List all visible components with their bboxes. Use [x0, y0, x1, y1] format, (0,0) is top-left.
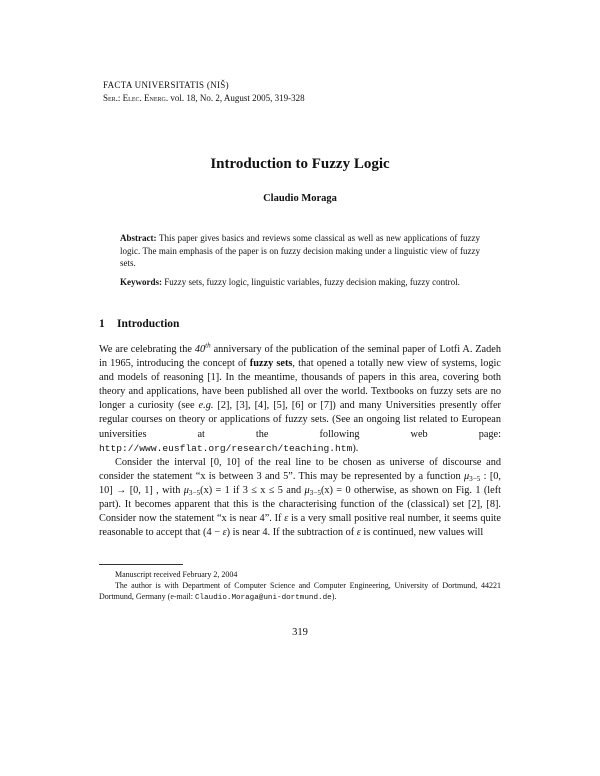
page-number: 319: [292, 627, 308, 638]
paragraph-2: [99, 456, 501, 541]
paper-author: Claudio Moraga: [263, 193, 337, 204]
section-heading: [99, 318, 179, 330]
series-prefix: Ser.: Elec. Energ.: [103, 93, 169, 103]
text-run: : [0, 10] → [0, 1] , with: [99, 470, 501, 496]
math-mu: μ: [304, 484, 310, 496]
text-run: is a very small positive real number, it seems quite reasonable to accept that (4 −: [99, 513, 501, 539]
text-run: ).: [331, 592, 337, 601]
text-run: , that opened a totally new view of systems, logic and models of reasoning [1]. In the meantime, thousands of papers in this area, covering both theory and applications, have been published all over the world. Textbooks on fuzzy sets are no longer a curiosity (see: [99, 358, 501, 412]
paragraph-1: [99, 343, 501, 456]
paper-title: Introduction to Fuzzy Logic: [210, 156, 390, 172]
text-run: ).: [352, 442, 359, 454]
email-link[interactable]: Claudio.Moraga@uni-dortmund.de: [194, 594, 332, 602]
footnote-received: Manuscript received February 2, 2004: [115, 570, 238, 579]
math-subscript: 3−5: [309, 488, 321, 497]
body-text: [99, 343, 501, 540]
abstract-label: Abstract:: [120, 233, 157, 243]
series-line: [103, 93, 305, 103]
math-subscript: 3−5: [188, 488, 201, 497]
footnotes: [99, 569, 501, 604]
text-run: is continued, new values will: [360, 527, 484, 539]
math-mu: μ: [183, 484, 189, 496]
section-title: Introduction: [117, 318, 180, 330]
text-run: The author is with Department of Computer Science and Computer Engineering, University of Dortmund, 44221 Dortmund, Germany (e-mail:: [99, 581, 501, 601]
keywords-text: Fuzzy sets, fuzzy logic, linguistic variables, fuzzy decision making, fuzzy control.: [162, 277, 460, 287]
text-run: [2], [3], [4], [5], [6] or [7]) and many Universities presently offer regular courses on theory or applications of fuzzy sets. (See an ongoing list related to European universities at the following web page:: [99, 400, 501, 440]
math-epsilon: ε: [356, 527, 361, 539]
math-40: 40: [194, 344, 206, 355]
math-epsilon: ε: [222, 527, 227, 539]
math-epsilon: ε: [284, 513, 289, 525]
footnote-rule: [99, 564, 183, 565]
text-run: (x) = 0 otherwise, as shown on Fig. 1 (left part). It becomes apparent that this is the characterising function of the (classical) set [2], [8]. Consider now the statement “x is near 4”. If: [99, 484, 502, 525]
keywords-label: Keywords:: [120, 277, 162, 287]
text-run: We are celebrating the: [99, 344, 195, 355]
eg-italic: e.g.: [198, 400, 214, 412]
web-link[interactable]: http://www.eusflat.org/research/teaching.htm: [99, 442, 353, 454]
series-details: vol. 18, No. 2, August 2005, 319-328: [168, 93, 305, 103]
section-number: 1: [99, 318, 105, 330]
bold-term: fuzzy sets: [249, 358, 293, 370]
abstract-text: This paper gives basics and reviews some classical as well as new applications of fuzzy logic. The main emphasis of the paper is on fuzzy decision making under a linguistic view of fuzzy sets.: [120, 233, 480, 268]
footnote-affiliation: [99, 580, 501, 604]
superscript-th: th: [205, 341, 211, 350]
text-run: ) is near 4. If the subtraction of: [226, 527, 357, 539]
keywords: [120, 276, 480, 289]
text-run: Consider the interval [0, 10] of the real line to be chosen as universe of discourse and consider the statement “x is between 3 and 5”. This may be represented by a function: [99, 456, 501, 482]
abstract: [120, 232, 480, 270]
math-subscript: 3−5: [469, 474, 481, 483]
math-mu: μ: [463, 470, 470, 482]
text-run: anniversary of the publication of the seminal paper of Lotfi A. Zadeh in 1965, introducing the concept of: [99, 344, 501, 370]
text-run: (x) = 1 if 3 ≤ x ≤ 5 and: [200, 484, 305, 496]
journal-name: FACTA UNIVERSITATIS (NIŠ): [103, 80, 229, 90]
